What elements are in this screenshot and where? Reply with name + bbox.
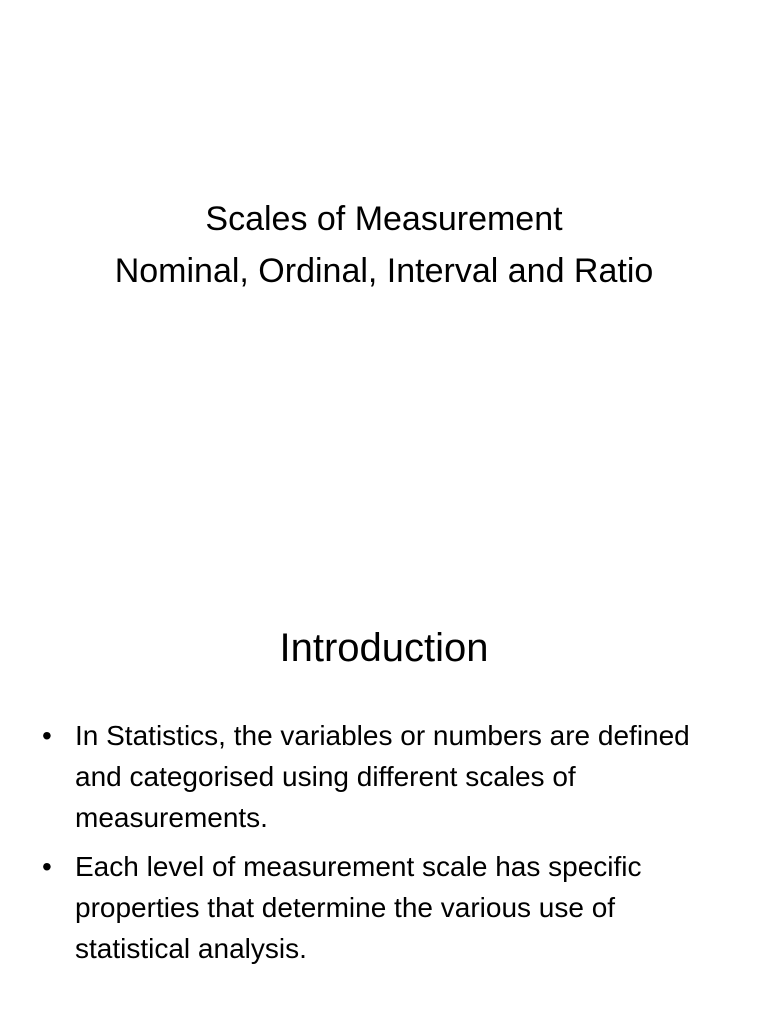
title-line-1: Scales of Measurement [205, 200, 563, 238]
title-slide [0, 0, 768, 500]
bullet-icon: • [42, 720, 52, 751]
bullet-list [42, 715, 732, 977]
introduction-slide [0, 500, 768, 1024]
bullet-text: In Statistics, the variables or numbers are defined and categorised using different scales of measurements. [75, 720, 690, 833]
bullet-icon: • [42, 851, 52, 882]
slide-title [0, 193, 768, 297]
bullet-item [42, 846, 732, 969]
bullet-item [42, 715, 732, 838]
section-heading: Introduction [279, 626, 489, 670]
title-line-2: Nominal, Ordinal, Interval and Ratio [114, 252, 654, 290]
bullet-text: Each level of measurement scale has specific properties that determine the various use of statistical analysis. [75, 851, 642, 964]
